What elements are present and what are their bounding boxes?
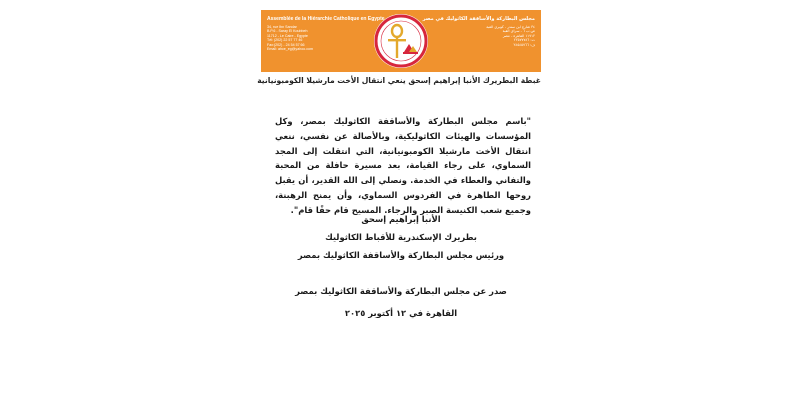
letterhead-french-line: Email: ahce_eg@yahoo.com bbox=[267, 47, 313, 52]
signatory-title-2: ورئيس مجلس البطاركة والأساقفة الكاثوليك بمصر bbox=[297, 250, 505, 260]
letterhead-band bbox=[261, 10, 541, 72]
letterhead-french-line: 34, rue Ibn Sandar bbox=[267, 25, 297, 29]
letterhead-french-line: 11712 - Le Caire - Egypte bbox=[267, 33, 308, 38]
document-title: غبطة البطريرك الأنبا إبراهيم إسحق ينعي انتقال الأخت مارشيلا الكومبونيانية bbox=[257, 76, 541, 85]
letterhead-french bbox=[267, 16, 385, 68]
letterhead-french-org: Assemblée de la Hiérarchie Catholique en Egypte bbox=[267, 16, 385, 22]
statement-paragraph: "باسم مجلس البطاركة والأساقفة الكاثوليك بمصر، وكل المؤسسات والهيئات الكاثوليكية، وبالأصالة عن نفسي، ننعي انتقال الأخت مارشيلا الكومبونيانية، التي انتقلت إلى المجد السماوي، على رجاء القيامة، بعد مسيرة حافلة من المحبة والتفاني والعطاء في الخدمة. ونصلي إلى الله القدير، أن يقبل روحها الطاهرة في الفردوس السماوي، وأن يمنح الرهبنة، وجميع شعب الكنيسة الصبر والرجاء. المسيح قام حقًا قام". bbox=[275, 116, 531, 215]
hierarchy-seal-logo bbox=[373, 12, 429, 70]
letterhead-arabic-line: ص.ب ٦ - سراي القبة bbox=[502, 29, 535, 34]
letterhead-arabic-line: ١١٧١٢ القاهرة - مصر bbox=[502, 33, 535, 38]
document-date: القاهرة في ١٢ أكتوبر ٢٠٢٥ bbox=[344, 308, 458, 318]
letterhead-arabic-line: ٣٤ شارع ابن سندر - كوبري القبة bbox=[486, 25, 535, 29]
letterhead-arabic bbox=[422, 16, 535, 68]
issued-by-line: صدر عن مجلس البطاركة والأساقفة الكاثوليك بمصر bbox=[295, 286, 507, 296]
signatory-name: الأنبا إبراهيم إسحق bbox=[361, 214, 441, 224]
document-page bbox=[257, 10, 541, 392]
letterhead-french-line: B.P.6 - Saray El Koubbeh bbox=[267, 29, 308, 34]
letterhead-arabic-line: ت: ٢٢٥٧٧٧٤٦ bbox=[513, 38, 535, 43]
letterhead-arabic-org: مجلس البطاركة والأساقفة الكاثوليك في مصر bbox=[422, 16, 535, 22]
letterhead-arabic-line: ف: ٢٤٥٤٥٧٦٦ bbox=[513, 42, 535, 47]
letterhead-french-line: Tél: (202) 22 57 77 46 bbox=[267, 38, 303, 43]
signatory-title-1: بطريرك الإسكندرية للأقباط الكاثوليك bbox=[325, 232, 477, 242]
letterhead-french-line: Fax:(202) - 24 54 57 66 bbox=[267, 42, 305, 47]
